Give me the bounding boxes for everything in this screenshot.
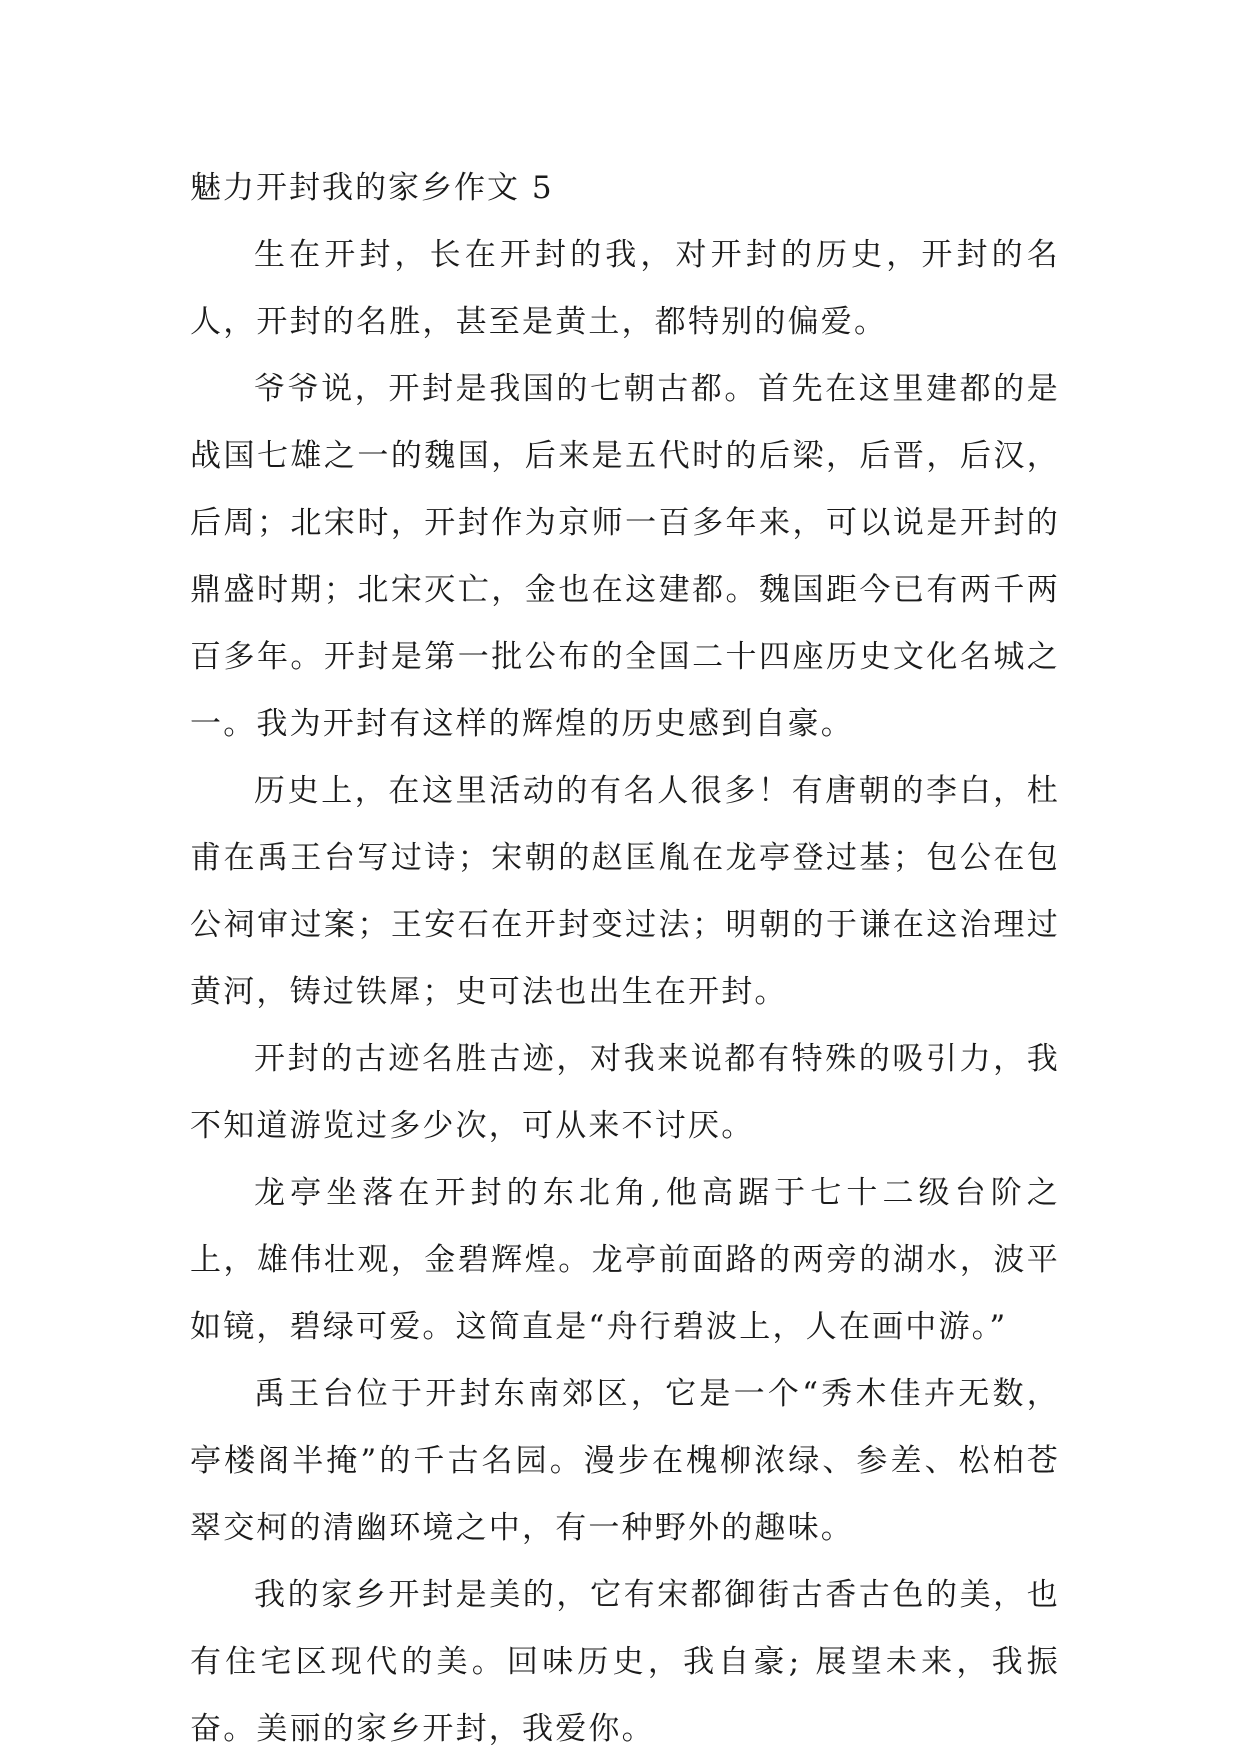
paragraph: 开封的古迹名胜古迹，对我来说都有特殊的吸引力，我不知道游览过多少次，可从来不讨厌。: [190, 1041, 1060, 1144]
paragraph: 禹王台位于开封东南郊区，它是一个“秀木佳卉无数，亭楼阁半掩”的千古名园。漫步在槐柳浓绿、参差、松柏苍翠交柯的清幽环境之中，有一种野外的趣味。: [190, 1376, 1060, 1546]
document-page: [190, 160, 1060, 1763]
paragraph: 我的家乡开封是美的，它有宋都御街古香古色的美，也有住宅区现代的美。回味历史，我自豪; 展望未来，我振奋。美丽的家乡开封，我爱你。: [190, 1577, 1060, 1747]
document-title: 魅力开封我的家乡作文 5: [190, 170, 554, 206]
paragraph: 历史上，在这里活动的有名人很多！有唐朝的李白，杜甫在禹王台写过诗；宋朝的赵匡胤在龙亭登过基；包公在包公祠审过案；王安石在开封变过法；明朝的于谦在这治理过黄河，铸过铁犀；史可法也出生在开封。: [190, 773, 1060, 1010]
paragraph: 生在开封，长在开封的我，对开封的历史，开封的名人，开封的名胜，甚至是黄土，都特别的偏爱。: [190, 237, 1060, 340]
paragraph: 龙亭坐落在开封的东北角,他高踞于七十二级台阶之上，雄伟壮观，金碧辉煌。龙亭前面路的两旁的湖水，波平如镜，碧绿可爱。这简直是“舟行碧波上，人在画中游。”: [190, 1175, 1060, 1345]
paragraph: 爷爷说，开封是我国的七朝古都。首先在这里建都的是战国七雄之一的魏国，后来是五代时的后梁，后晋，后汉，后周；北宋时，开封作为京师一百多年来，可以说是开封的鼎盛时期；北宋灭亡，金也在这建都。魏国距今已有两千两百多年。开封是第一批公布的全国二十四座历史文化名城之一。我为开封有这样的辉煌的历史感到自豪。: [190, 371, 1060, 742]
